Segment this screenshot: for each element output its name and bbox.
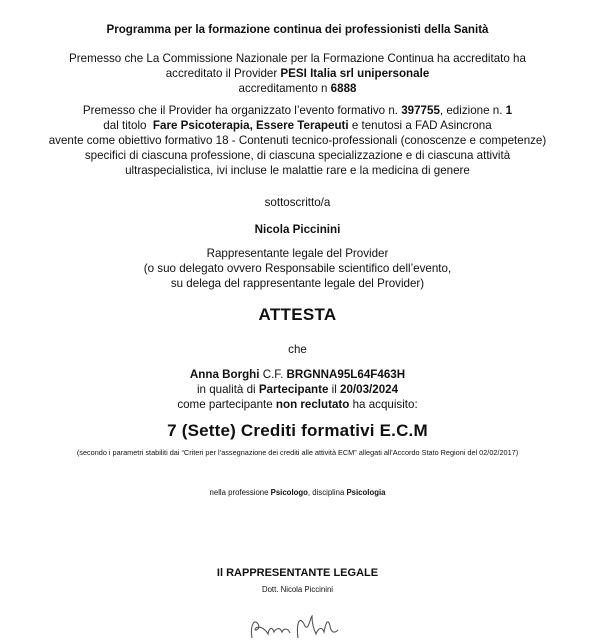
che-label: che — [288, 343, 307, 356]
participant-status: non reclutato — [275, 398, 350, 411]
premise-line: Premesso che La Commissione Nazionale per la Formazione Continua ha accreditato ha — [69, 52, 526, 65]
premise-line — [0, 118, 595, 133]
participant-text: come partecipante — [177, 398, 276, 411]
participant-text: il — [328, 383, 341, 396]
signed-by-label: sottoscritto/a — [264, 196, 331, 209]
premise-line: ultraspecialistica, ivi incluse le malattie rare e la medicina di genere — [125, 164, 470, 177]
premise-line: avente come obiettivo formativo 18 - Contenuti tecnico-professionali (conoscenze e competenze) — [48, 134, 547, 147]
participant-line — [0, 397, 595, 412]
participant-line — [0, 382, 595, 397]
fiscal-code: BRGNNA95L64F463H — [286, 368, 406, 381]
event-title: Fare Psicoterapia, Essere Terapeuti — [152, 119, 349, 132]
handwritten-signature — [238, 608, 358, 640]
premise-line — [0, 81, 595, 96]
participant-line — [0, 367, 595, 382]
participant-text: C.F. — [259, 368, 287, 381]
premise-text: Premesso che il Provider ha organizzato l’evento formativo n. — [82, 104, 402, 117]
event-number: 397755 — [401, 104, 440, 117]
participant-role: Partecipante — [258, 383, 329, 396]
premise-text: accreditato il Provider — [165, 67, 281, 80]
signer-name: Nicola Piccinini — [254, 223, 341, 236]
representative-line: Rappresentante legale del Provider — [206, 247, 389, 260]
profession-text: nella professione — [209, 488, 271, 497]
credits-params: (secondo i parametri stabiliti dai “Criteri per l’assegnazione dei crediti alle attività ECM” allegati all’Accordo Stato Regioni del 02/02/2017) — [76, 448, 519, 457]
premise-line: specifici di ciascuna professione, di ciascuna specializzazione e di ciascuna attività — [84, 149, 511, 162]
attesta-heading: ATTESTA — [258, 305, 337, 324]
accreditation-premise — [0, 51, 595, 96]
profession-text: , disciplina — [307, 488, 347, 497]
signature-name: Dott. Nicola Piccinini — [261, 585, 334, 594]
premise-text: e tenutosi a FAD Asincrona — [348, 119, 492, 132]
provider-name: PESI Italia srl unipersonale — [280, 67, 430, 80]
participant-text: ha acquisito: — [349, 398, 418, 411]
participant-name: Anna Borghi — [189, 368, 260, 381]
profession-name: Psicologo — [270, 488, 308, 497]
premise-line — [0, 66, 595, 81]
representative-block — [0, 246, 595, 291]
premise-text: accreditamento n — [238, 82, 331, 95]
participant-block — [0, 367, 595, 412]
signature-title: Il RAPPRESENTANTE LEGALE — [216, 567, 379, 579]
representative-line: (o suo delegato ovvero Responsabile scientifico dell’evento, — [143, 262, 452, 275]
premise-text: dal titolo — [103, 119, 153, 132]
event-premise — [0, 103, 595, 178]
premise-line — [0, 103, 595, 118]
document-title: Programma per la formazione continua dei professionisti della Sanità — [106, 23, 489, 36]
profession-line — [0, 487, 595, 499]
participant-text: in qualità di — [196, 383, 259, 396]
accreditation-number: 6888 — [330, 82, 357, 95]
representative-line: su delega del rappresentante legale del Provider) — [170, 277, 425, 290]
credits-heading: 7 (Sette) Crediti formativi E.C.M — [167, 421, 428, 440]
discipline-name: Psicologia — [346, 488, 386, 497]
edition-number: 1 — [505, 104, 513, 117]
premise-text: , edizione n. — [439, 104, 506, 117]
participation-date: 20/03/2024 — [340, 383, 399, 396]
